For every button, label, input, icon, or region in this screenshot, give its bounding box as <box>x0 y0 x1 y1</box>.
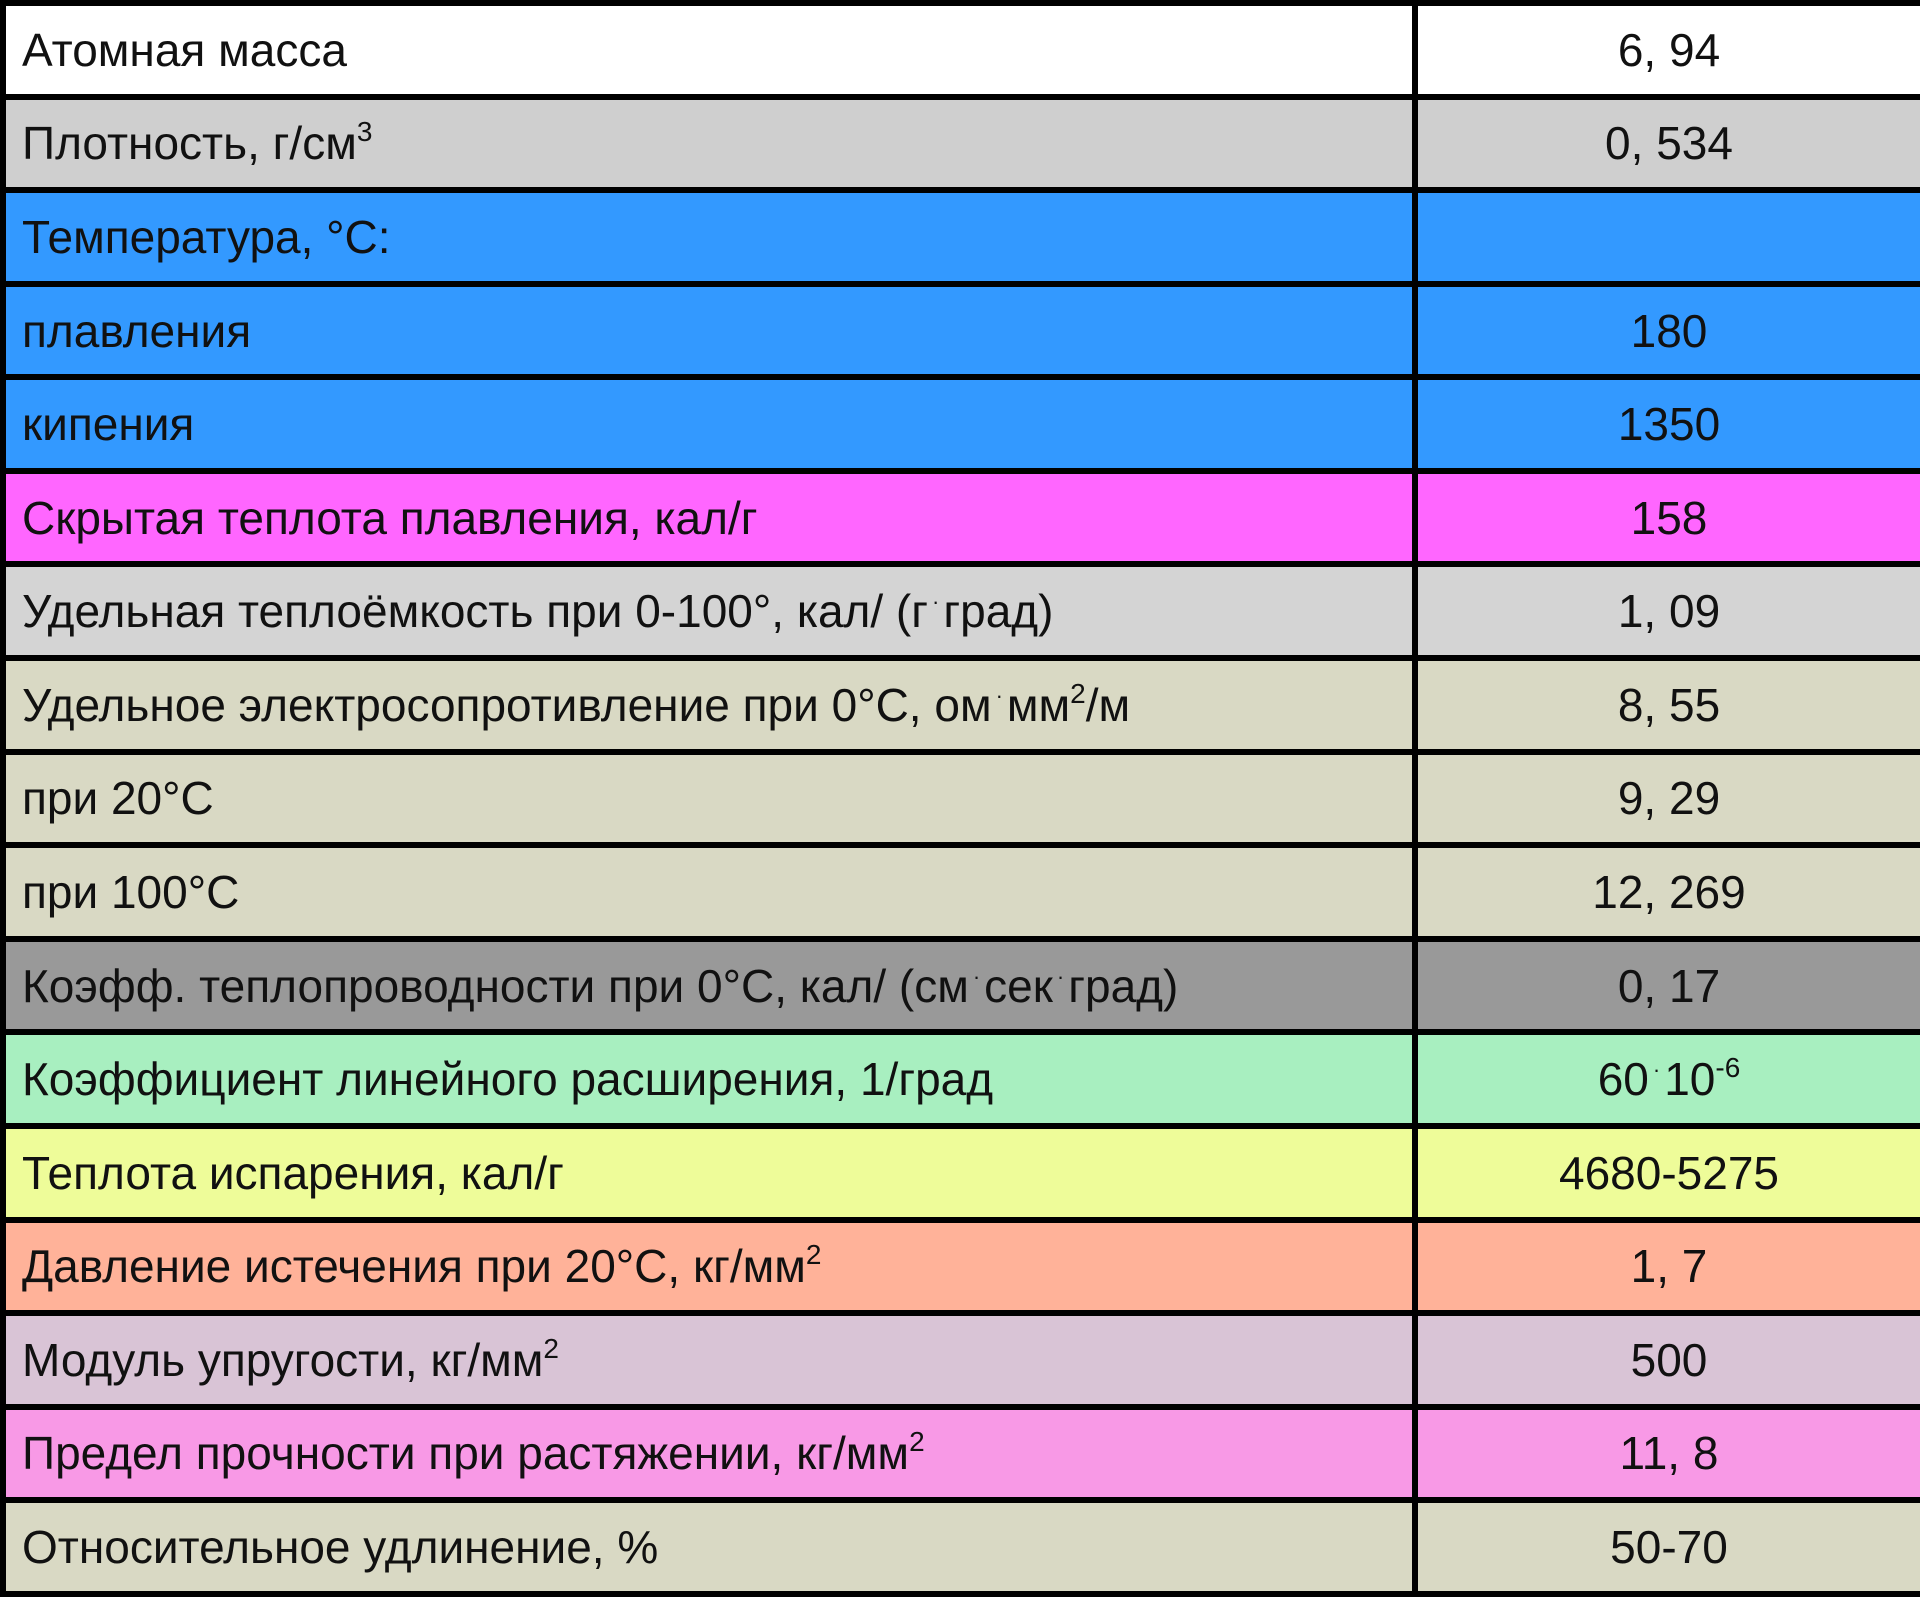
table-row <box>3 284 1920 378</box>
property-label: Относительное удлинение, % <box>3 1500 1415 1594</box>
property-value: 8, 55 <box>1415 658 1920 752</box>
property-value: 1, 09 <box>1415 564 1920 658</box>
table-row <box>3 471 1920 565</box>
property-value: 1, 7 <box>1415 1220 1920 1314</box>
table-row <box>3 377 1920 471</box>
property-label: Удельная теплоёмкость при 0-100°, кал/ (г ·град) <box>3 564 1415 658</box>
property-label: Удельное электросопротивление при 0°С, ом $^\cdot мм^2/м$ <box>3 658 1415 752</box>
property-value: 158 <box>1415 471 1920 565</box>
property-value: 1350 <box>1415 377 1920 471</box>
property-label: при 20°С <box>3 752 1415 846</box>
property-label: кипения <box>3 377 1415 471</box>
table-row <box>3 658 1920 752</box>
table-row <box>3 1126 1920 1220</box>
table-row <box>3 1032 1920 1126</box>
property-label: Теплота испарения, кал/г <box>3 1126 1415 1220</box>
table-row <box>3 1220 1920 1314</box>
property-value: 12, 269 <box>1415 845 1920 939</box>
property-label: Коэфф. теплопроводности при 0°С, кал/ (см ·сек ·град) <box>3 939 1415 1033</box>
table-row <box>3 939 1920 1033</box>
property-label: Коэффициент линейного расширения, 1/град <box>3 1032 1415 1126</box>
property-value <box>1415 190 1920 284</box>
table-row <box>3 845 1920 939</box>
property-label: Модуль упругости, $кг/мм^2$ <box>3 1313 1415 1407</box>
property-value: 6, 94 <box>1415 3 1920 97</box>
property-value: 50-70 <box>1415 1500 1920 1594</box>
property-label: Скрытая теплота плавления, кал/г <box>3 471 1415 565</box>
table-row <box>3 190 1920 284</box>
property-label: Атомная масса <box>3 3 1415 97</box>
property-label: Температура, °С: <box>3 190 1415 284</box>
property-value: 9, 29 <box>1415 752 1920 846</box>
property-label: плавления <box>3 284 1415 378</box>
property-label: Предел прочности при растяжении, $кг/мм^2$ <box>3 1407 1415 1501</box>
property-value: 0, 17 <box>1415 939 1920 1033</box>
property-value: 500 <box>1415 1313 1920 1407</box>
table-row <box>3 1407 1920 1501</box>
table-row <box>3 97 1920 191</box>
property-value: 11, 8 <box>1415 1407 1920 1501</box>
property-label: Давление истечения при 20°С, $кг/мм^2$ <box>3 1220 1415 1314</box>
property-label: Плотность, $г/см^3$ <box>3 97 1415 191</box>
property-label: при 100°С <box>3 845 1415 939</box>
property-value: 0, 534 <box>1415 97 1920 191</box>
property-value: 60 $^\cdot 10^{-6}$ <box>1415 1032 1920 1126</box>
property-value: 4680-5275 <box>1415 1126 1920 1220</box>
table-row <box>3 564 1920 658</box>
table-row <box>3 3 1920 97</box>
table-row <box>3 1500 1920 1594</box>
property-value: 180 <box>1415 284 1920 378</box>
table-row <box>3 1313 1920 1407</box>
table-row <box>3 752 1920 846</box>
